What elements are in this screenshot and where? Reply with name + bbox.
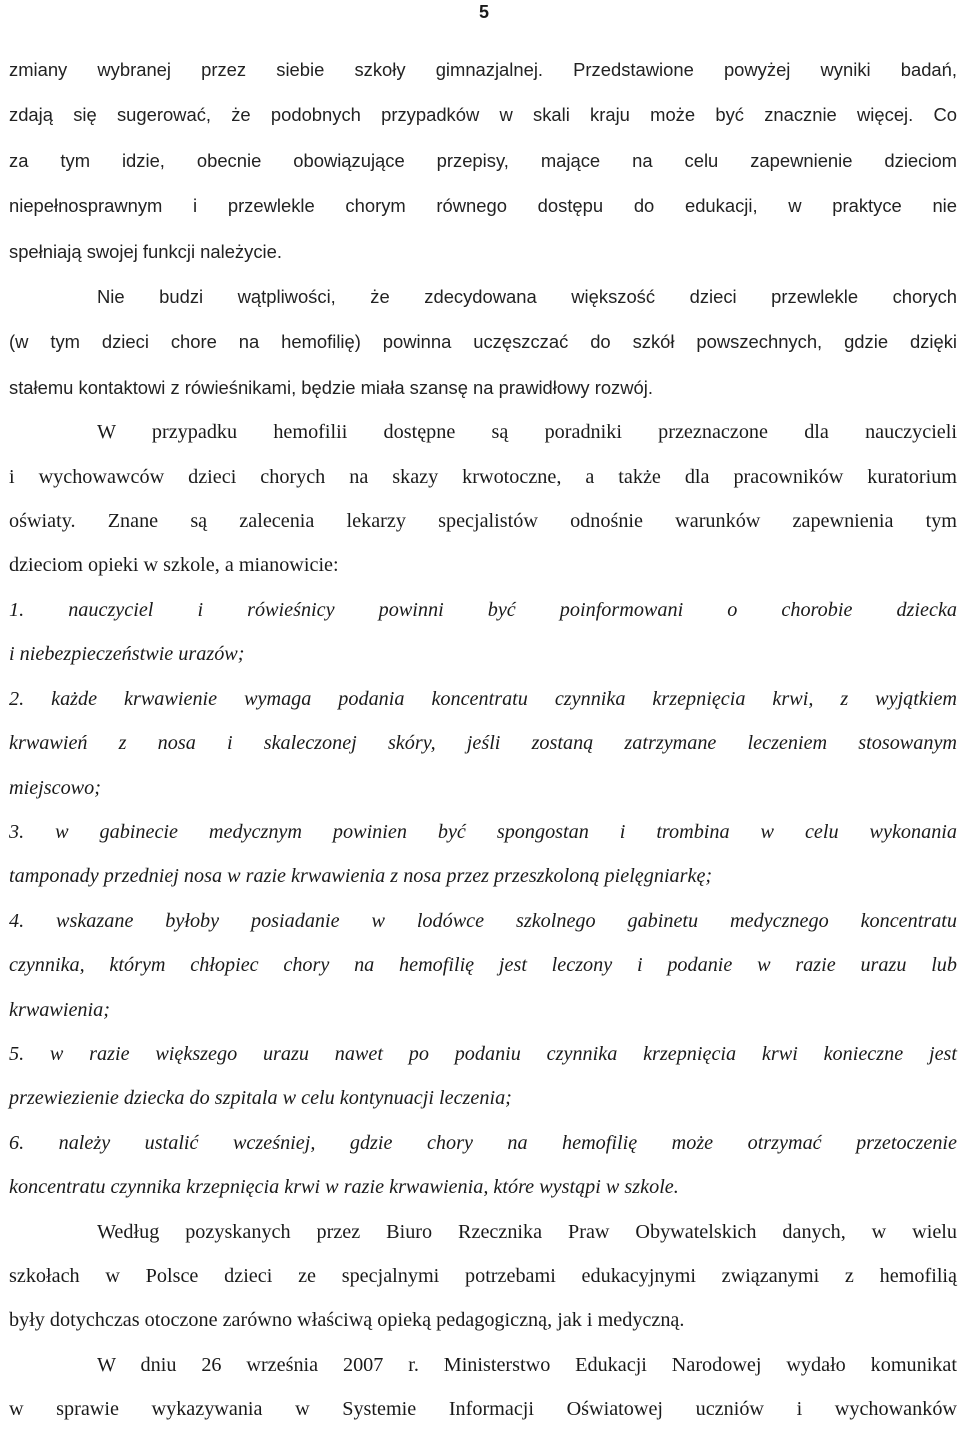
text-line: krwawienia; (9, 998, 110, 1021)
list-item (9, 810, 957, 899)
recommendations-list (9, 588, 957, 1210)
list-item (9, 588, 957, 677)
text-line: W przypadku hemofilii dostępne są poradniki przeznaczone dla nauczycieli (97, 421, 957, 444)
text-line: koncentratu czynnika krzepnięcia krwi w razie krwawienia, które wystąpi w szkole. (9, 1176, 679, 1199)
text-line: (w tym dzieci chore na hemofilię) powinna uczęszczać do szkół powszechnych, gdzie dzięki (9, 331, 957, 353)
list-item (9, 1121, 957, 1210)
text-line: i wychowawców dzieci chorych na skazy krwotoczne, a także dla pracowników kuratorium (9, 465, 957, 488)
text-line: 3. w gabinecie medycznym powinien być spongostan i trombina w celu wykonania (9, 820, 957, 843)
text-line: za tym idzie, obecnie obowiązujące przepisy, mające na celu zapewnienie dzieciom (9, 149, 957, 171)
text-line: 2. każde krwawienie wymaga podania koncentratu czynnika krzepnięcia krwi, z wyjątkiem (9, 687, 957, 710)
paragraph-ombudsman (9, 1210, 957, 1343)
text-line: Nie budzi wątpliwości, że zdecydowana większość dzieci przewlekle chorych (97, 286, 957, 308)
text-line: W dniu 26 września 2007 r. Ministerstwo Edukacji Narodowej wydało komunikat (97, 1353, 957, 1376)
text-line: spełniają swojej funkcji należycie. (9, 240, 282, 262)
text-line: szkołach w Polsce dzieci ze specjalnymi potrzebami edukacyjnymi związanymi z hemofilią (9, 1264, 957, 1287)
list-item (9, 677, 957, 810)
text-line: 4. wskazane byłoby posiadanie w lodówce szkolnego gabinetu medycznego koncentratu (9, 909, 957, 932)
paragraph-intro (9, 47, 957, 274)
text-line: tamponady przedniej nosa w razie krwawienia z nosa przez przeszkoloną pielęgniarkę; (9, 865, 713, 888)
list-item (9, 899, 957, 1032)
text-line: i niebezpieczeństwie urazów; (9, 643, 245, 666)
paragraph-guides (9, 410, 957, 588)
text-line: 5. w razie większego urazu nawet po podaniu czynnika krzepnięcia krwi konieczne jest (9, 1042, 957, 1065)
text-line: miejscowo; (9, 776, 101, 799)
paragraph-doubt (9, 274, 957, 410)
text-line: 1. nauczyciel i rówieśnicy powinni być poinformowani o chorobie dziecka (9, 598, 957, 621)
text-line: w sprawie wykazywania w Systemie Informacji Oświatowej uczniów i wychowanków (9, 1398, 957, 1421)
text-line: zdają się sugerować, że podobnych przypadków w skali kraju może być znacznie więcej. Co (9, 104, 957, 126)
text-line: stałemu kontaktowi z rówieśnikami, będzie miała szansę na prawidłowy rozwój. (9, 376, 653, 398)
text-line: dzieciom opieki w szkole, a mianowicie: (9, 554, 339, 577)
text-line: krwawień z nosa i skaleczonej skóry, jeśli zostaną zatrzymane leczeniem stosowanym (9, 732, 957, 755)
document-body (9, 47, 957, 1432)
text-line: niepełnosprawnym i przewlekle chorym równego dostępu do edukacji, w praktyce nie (9, 195, 957, 217)
list-item (9, 1032, 957, 1121)
paragraph-ministry (9, 1343, 957, 1432)
text-line: oświaty. Znane są zalecenia lekarzy specjalistów odnośnie warunków zapewnienia tym (9, 510, 957, 533)
text-line: zmiany wybranej przez siebie szkoły gimnazjalnej. Przedstawione powyżej wyniki badań, (9, 59, 957, 80)
text-line: przewiezienie dziecka do szpitala w celu kontynuacji leczenia; (9, 1087, 512, 1110)
text-line: Według pozyskanych przez Biuro Rzecznika Praw Obywatelskich danych, w wielu (97, 1220, 957, 1243)
text-line: 6. należy ustalić wcześniej, gdzie chory na hemofilię może otrzymać przetoczenie (9, 1131, 957, 1154)
text-line: czynnika, którym chłopiec chory na hemofilię jest leczony i podanie w razie urazu lub (9, 954, 957, 977)
page-number: 5 (478, 2, 489, 22)
text-line: były dotychczas otoczone zarówno właściwą opieką pedagogiczną, jak i medyczną. (9, 1309, 685, 1332)
